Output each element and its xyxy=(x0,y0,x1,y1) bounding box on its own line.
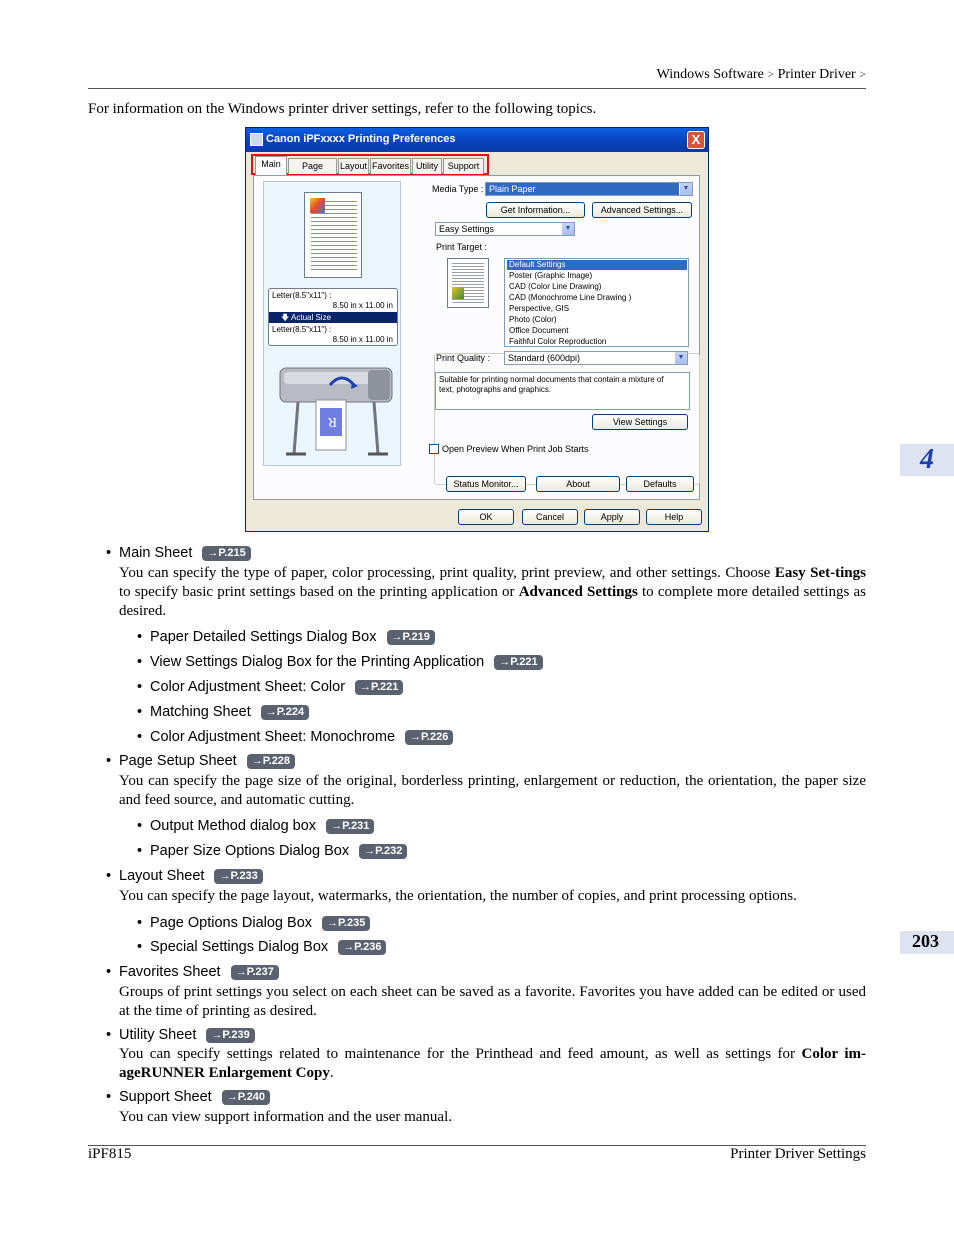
support-sheet-bullet: • Support Sheet →P.240 xyxy=(106,1089,270,1105)
breadcrumb-printer-driver[interactable]: Printer Driver xyxy=(777,67,856,82)
actual-size-label: Actual Size xyxy=(291,313,332,322)
page-size-info xyxy=(268,288,398,346)
list-item[interactable]: CAD (Monochrome Line Drawing ) xyxy=(509,293,632,302)
sub-bullet-paper-size-options: • Paper Size Options Dialog Box →P.232 xyxy=(137,843,407,859)
cancel-button[interactable]: Cancel xyxy=(522,509,578,525)
apply-button[interactable]: Apply xyxy=(584,509,640,525)
list-item[interactable]: Perspective, GIS xyxy=(509,304,570,313)
sub-bullet-title: Output Method dialog box xyxy=(150,818,317,834)
page-setup-sheet-description: You can specify the page size of the original, borderless printing, enlargement or reduction, the orientation, the paper size and feed source, and automatic cutting. xyxy=(119,773,866,808)
sub-bullet-view-settings: • View Settings Dialog Box for the Printing Application →P.221 xyxy=(137,654,543,670)
sub-bullet-color-adjustment-monochrome: • Color Adjustment Sheet: Monochrome →P.226 xyxy=(137,729,453,745)
ref-link[interactable]: →P.232 xyxy=(359,844,407,859)
layout-sheet-description: You can specify the page layout, watermarks, the orientation, the number of copies, and print processing options. xyxy=(119,888,797,904)
ref-link[interactable]: →P.221 xyxy=(355,680,403,695)
sub-bullet-title: Special Settings Dialog Box xyxy=(150,939,329,955)
about-button[interactable]: About xyxy=(536,476,620,492)
actual-size-row xyxy=(269,312,397,323)
support-ref-link[interactable]: →P.240 xyxy=(222,1090,270,1105)
main-sheet-ref-link[interactable]: →P.215 xyxy=(202,546,250,561)
get-information-button[interactable]: Get Information... xyxy=(486,202,585,218)
print-target-list[interactable] xyxy=(504,258,689,347)
utility-sheet-bullet: • Utility Sheet →P.239 xyxy=(106,1027,255,1043)
ref-link[interactable]: →P.236 xyxy=(338,940,386,955)
settings-mode-value: Easy Settings xyxy=(439,224,495,234)
printer-illustration xyxy=(278,360,394,460)
media-type-value: Plain Paper xyxy=(489,184,536,194)
sub-bullet-page-options: • Page Options Dialog Box →P.235 xyxy=(137,915,370,931)
print-quality-select[interactable] xyxy=(504,351,688,365)
sub-bullet-title: Color Adjustment Sheet: Color xyxy=(150,679,346,695)
ref-link[interactable]: →P.224 xyxy=(261,705,309,720)
chevron-down-icon: ▼ xyxy=(679,183,692,195)
main-tab-panel xyxy=(253,175,700,500)
favorites-sheet-bullet: • Favorites Sheet →P.237 xyxy=(106,964,279,980)
sub-bullet-title: Paper Size Options Dialog Box xyxy=(150,843,350,859)
breadcrumb-separator: > xyxy=(859,67,866,81)
sub-bullet-output-method: • Output Method dialog box →P.231 xyxy=(137,818,374,834)
main-sheet-title: Main Sheet xyxy=(119,545,193,561)
tab-utility[interactable]: Utility xyxy=(412,158,442,174)
tab-main[interactable]: Main xyxy=(255,156,287,175)
list-item[interactable]: Photo (Color) xyxy=(509,315,557,324)
ok-button[interactable]: OK xyxy=(458,509,514,525)
chapter-number: 4 xyxy=(920,444,934,475)
footer-model: iPF815 xyxy=(88,1146,132,1162)
ref-link[interactable]: →P.226 xyxy=(405,730,453,745)
list-item[interactable]: Office Document xyxy=(509,326,569,335)
breadcrumb-windows-software[interactable]: Windows Software xyxy=(656,67,764,82)
list-item[interactable]: Default Settings xyxy=(507,260,687,270)
sub-bullet-title: View Settings Dialog Box for the Printing Application xyxy=(150,654,485,670)
favorites-ref-link[interactable]: →P.237 xyxy=(231,965,279,980)
ref-link[interactable]: →P.221 xyxy=(494,655,542,670)
utility-sheet-title: Utility Sheet xyxy=(119,1027,197,1043)
tab-page-setup[interactable]: Page xyxy=(288,158,337,174)
original-size-value: 8.50 in x 11.00 in xyxy=(332,301,393,310)
list-item[interactable]: CAD (Color Line Drawing) xyxy=(509,282,602,291)
sub-bullet-title: Color Adjustment Sheet: Monochrome xyxy=(150,729,396,745)
page-setup-sheet-title: Page Setup Sheet xyxy=(119,753,237,769)
page-setup-sheet-bullet: • Page Setup Sheet →P.228 xyxy=(106,753,295,769)
utility-sheet-description: You can specify settings related to maintenance for the Printhead and feed amount, as well as settings for Color im-ageRUNNER Enlargement Copy. xyxy=(119,1046,867,1081)
open-preview-label: Open Preview When Print Job Starts xyxy=(442,444,589,454)
ref-link[interactable]: →P.235 xyxy=(322,916,370,931)
dialog-titlebar[interactable] xyxy=(246,128,708,152)
main-sheet-description: You can specify the type of paper, color processing, print quality, print preview, and other settings. Choose Easy Set-tings to specify basic print settings based on the printing application or Advanced Settings to complete more detailed settings as desired. xyxy=(119,565,866,619)
output-size-value: 8.50 in x 11.00 in xyxy=(332,335,393,344)
page-preview-thumbnail xyxy=(304,192,362,278)
media-type-select[interactable] xyxy=(485,182,693,196)
support-sheet-description: You can view support information and the user manual. xyxy=(119,1109,452,1125)
layout-sheet-title: Layout Sheet xyxy=(119,868,205,884)
page-number-box xyxy=(900,931,954,954)
media-type-label: Media Type : xyxy=(432,184,484,194)
preview-panel xyxy=(263,181,401,466)
support-sheet-title: Support Sheet xyxy=(119,1089,212,1105)
favorites-sheet-description: Groups of print settings you select on each sheet can be saved as a favorite. Favorites you have added can be edited or used at the time of printing as desired. xyxy=(119,984,866,1019)
view-settings-button[interactable]: View Settings xyxy=(592,414,688,430)
down-arrow-icon: 🡇 xyxy=(281,313,290,322)
tab-layout[interactable]: Layout xyxy=(338,158,369,174)
list-item[interactable]: Poster (Graphic Image) xyxy=(509,271,593,280)
chevron-down-icon: ▼ xyxy=(674,352,687,364)
main-sheet-bullet: • Main Sheet →P.215 xyxy=(106,545,251,561)
layout-ref-link[interactable]: →P.233 xyxy=(214,869,262,884)
close-button[interactable]: X xyxy=(687,131,705,149)
tab-support[interactable]: Support xyxy=(443,158,484,174)
footer-section-title: Printer Driver Settings xyxy=(730,1146,866,1162)
header-rule xyxy=(88,88,866,89)
page-setup-ref-link[interactable]: →P.228 xyxy=(247,754,295,769)
tab-strip xyxy=(251,154,489,175)
settings-mode-select[interactable] xyxy=(435,222,575,236)
svg-text:R: R xyxy=(327,414,337,429)
printing-preferences-dialog xyxy=(245,127,709,532)
chevron-down-icon: ▼ xyxy=(561,223,574,235)
sub-bullet-special-settings: • Special Settings Dialog Box →P.236 xyxy=(137,939,386,955)
list-item[interactable]: Faithful Color Reproduction xyxy=(509,337,607,346)
sub-bullet-title: Matching Sheet xyxy=(150,704,251,720)
status-monitor-button[interactable]: Status Monitor... xyxy=(446,476,526,492)
defaults-button[interactable]: Defaults xyxy=(626,476,694,492)
intro-text: For information on the Windows printer driver settings, refer to the following topics. xyxy=(88,101,597,117)
original-size-label: Letter(8.5"x11") : xyxy=(272,291,332,300)
ref-link[interactable]: →P.231 xyxy=(326,819,374,834)
open-preview-checkbox[interactable] xyxy=(429,444,439,454)
layout-sheet-bullet: • Layout Sheet →P.233 xyxy=(106,868,263,884)
utility-ref-link[interactable]: →P.239 xyxy=(206,1028,254,1043)
printer-icon xyxy=(250,133,263,146)
tab-favorites[interactable]: Favorites xyxy=(370,158,411,174)
image-thumbnail-icon xyxy=(310,198,325,213)
chapter-tab[interactable] xyxy=(900,444,954,476)
print-target-thumbnail xyxy=(447,258,489,308)
sub-bullet-title: Page Options Dialog Box xyxy=(150,915,313,931)
print-target-label: Print Target : xyxy=(436,242,487,252)
breadcrumb-separator: > xyxy=(767,67,775,81)
favorites-sheet-title: Favorites Sheet xyxy=(119,964,221,980)
output-size-label: Letter(8.5"x11") : xyxy=(272,325,332,334)
description-box: Suitable for printing normal documents that contain a mixture of text, photographs and graphics. xyxy=(435,372,690,410)
dialog-title: Canon iPFxxxx Printing Preferences xyxy=(266,133,456,145)
print-quality-value: Standard (600dpi) xyxy=(508,353,581,363)
print-quality-label: Print Quality : xyxy=(436,353,491,363)
sub-bullet-matching-sheet: • Matching Sheet →P.224 xyxy=(137,704,309,720)
advanced-settings-button[interactable]: Advanced Settings... xyxy=(592,202,692,218)
breadcrumb xyxy=(657,67,866,83)
sub-bullet-paper-detailed-settings: • Paper Detailed Settings Dialog Box →P.219 xyxy=(137,629,435,645)
sub-bullet-color-adjustment-color: • Color Adjustment Sheet: Color →P.221 xyxy=(137,679,403,695)
help-button[interactable]: Help xyxy=(646,509,702,525)
sub-bullet-title: Paper Detailed Settings Dialog Box xyxy=(150,629,377,645)
page-number: 203 xyxy=(912,931,939,951)
ref-link[interactable]: →P.219 xyxy=(387,630,435,645)
